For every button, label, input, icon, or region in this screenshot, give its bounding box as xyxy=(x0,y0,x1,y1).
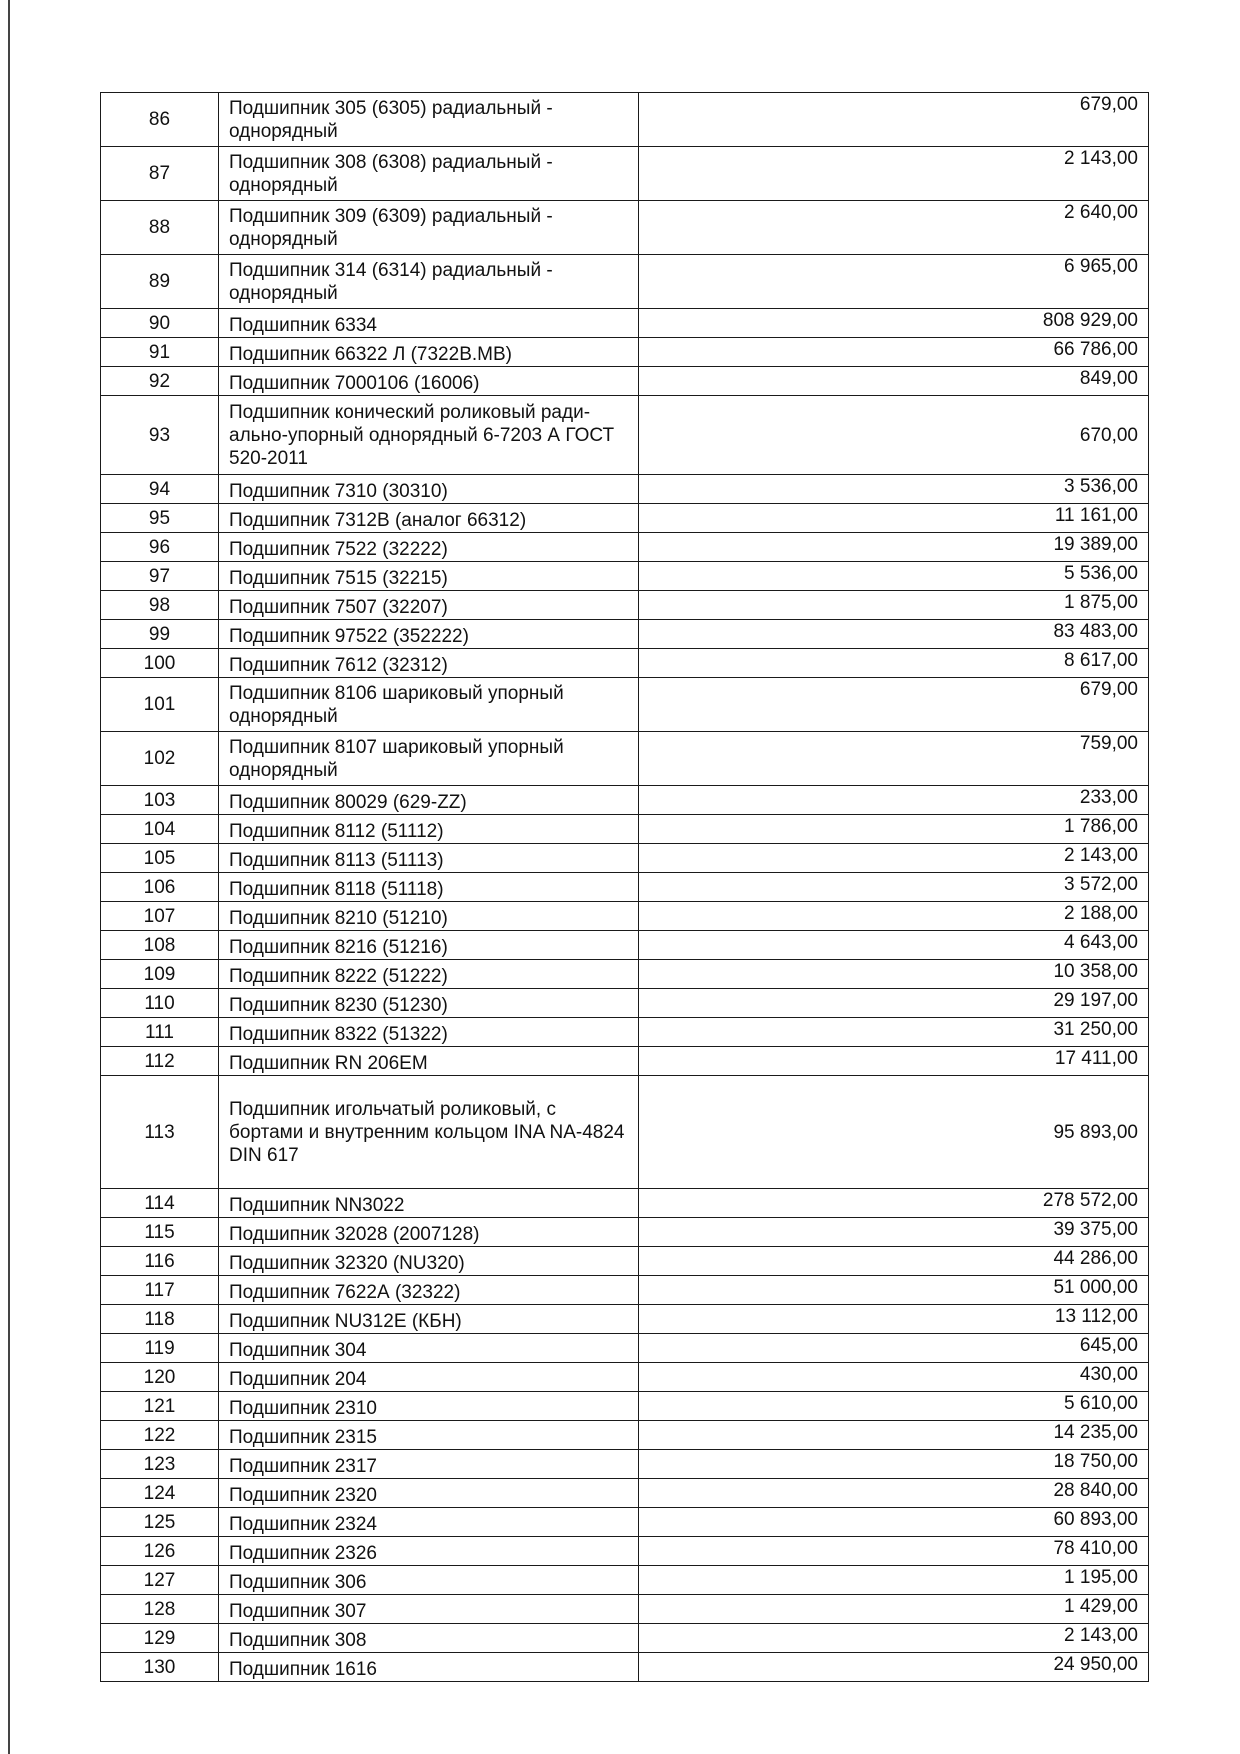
table-row xyxy=(101,1018,1149,1047)
table-row xyxy=(101,309,1149,338)
table-row xyxy=(101,93,1149,147)
item-name: Подшипник 32028 (2007128) xyxy=(219,1218,639,1247)
item-name: Подшипник 307 xyxy=(219,1595,639,1624)
table-row xyxy=(101,873,1149,902)
row-number: 104 xyxy=(101,815,219,844)
row-number: 107 xyxy=(101,902,219,931)
item-price: 4 643,00 xyxy=(639,931,1149,960)
item-price: 2 640,00 xyxy=(639,201,1149,255)
price-table-body xyxy=(101,93,1149,1682)
item-price: 28 840,00 xyxy=(639,1479,1149,1508)
row-number: 116 xyxy=(101,1247,219,1276)
table-row xyxy=(101,475,1149,504)
item-price: 679,00 xyxy=(639,678,1149,732)
table-row xyxy=(101,931,1149,960)
table-row xyxy=(101,367,1149,396)
item-name: Подшипник 7000106 (16006) xyxy=(219,367,639,396)
table-row xyxy=(101,1421,1149,1450)
row-number: 125 xyxy=(101,1508,219,1537)
item-name: Подшипник 8210 (51210) xyxy=(219,902,639,931)
table-row xyxy=(101,504,1149,533)
item-price: 10 358,00 xyxy=(639,960,1149,989)
item-name: Подшипник 2317 xyxy=(219,1450,639,1479)
item-name: Подшипник NN3022 xyxy=(219,1189,639,1218)
item-price: 29 197,00 xyxy=(639,989,1149,1018)
item-price: 60 893,00 xyxy=(639,1508,1149,1537)
item-price: 2 188,00 xyxy=(639,902,1149,931)
item-name: Подшипник 314 (6314) радиальный - однорядный xyxy=(219,255,639,309)
table-row xyxy=(101,1247,1149,1276)
item-price: 13 112,00 xyxy=(639,1305,1149,1334)
row-number: 128 xyxy=(101,1595,219,1624)
row-number: 122 xyxy=(101,1421,219,1450)
item-price: 679,00 xyxy=(639,93,1149,147)
item-price: 670,00 xyxy=(639,396,1149,475)
scan-edge-line xyxy=(8,0,10,1754)
table-row xyxy=(101,562,1149,591)
row-number: 124 xyxy=(101,1479,219,1508)
item-price: 1 875,00 xyxy=(639,591,1149,620)
item-price: 5 536,00 xyxy=(639,562,1149,591)
row-number: 111 xyxy=(101,1018,219,1047)
item-name: Подшипник 2315 xyxy=(219,1421,639,1450)
item-price: 83 483,00 xyxy=(639,620,1149,649)
row-number: 108 xyxy=(101,931,219,960)
row-number: 93 xyxy=(101,396,219,475)
item-name: Подшипник 6334 xyxy=(219,309,639,338)
table-row xyxy=(101,678,1149,732)
item-name: Подшипник 2320 xyxy=(219,1479,639,1508)
row-number: 97 xyxy=(101,562,219,591)
table-row xyxy=(101,1276,1149,1305)
row-number: 96 xyxy=(101,533,219,562)
item-price: 1 429,00 xyxy=(639,1595,1149,1624)
item-price: 2 143,00 xyxy=(639,1624,1149,1653)
row-number: 115 xyxy=(101,1218,219,1247)
table-row xyxy=(101,1537,1149,1566)
item-name: Подшипник RN 206ЕМ xyxy=(219,1047,639,1076)
item-name: Подшипник 8222 (51222) xyxy=(219,960,639,989)
table-row xyxy=(101,201,1149,255)
item-name: Подшипник 7522 (32222) xyxy=(219,533,639,562)
item-name: Подшипник 7310 (30310) xyxy=(219,475,639,504)
table-row xyxy=(101,1508,1149,1537)
table-row xyxy=(101,786,1149,815)
item-price: 233,00 xyxy=(639,786,1149,815)
item-price: 430,00 xyxy=(639,1363,1149,1392)
price-table xyxy=(100,92,1149,1682)
item-price: 645,00 xyxy=(639,1334,1149,1363)
item-name: Подшипник 308 (6308) радиальный - однорядный xyxy=(219,147,639,201)
row-number: 105 xyxy=(101,844,219,873)
item-name: Подшипник 7312В (аналог 66312) xyxy=(219,504,639,533)
row-number: 120 xyxy=(101,1363,219,1392)
item-name: Подшипник 7507 (32207) xyxy=(219,591,639,620)
row-number: 86 xyxy=(101,93,219,147)
row-number: 117 xyxy=(101,1276,219,1305)
item-name: Подшипник 308 xyxy=(219,1624,639,1653)
row-number: 127 xyxy=(101,1566,219,1595)
row-number: 89 xyxy=(101,255,219,309)
row-number: 114 xyxy=(101,1189,219,1218)
table-row xyxy=(101,255,1149,309)
table-row xyxy=(101,1047,1149,1076)
table-row xyxy=(101,1450,1149,1479)
row-number: 121 xyxy=(101,1392,219,1421)
table-row xyxy=(101,1653,1149,1682)
item-name: Подшипник 306 xyxy=(219,1566,639,1595)
row-number: 110 xyxy=(101,989,219,1018)
table-row xyxy=(101,1624,1149,1653)
row-number: 99 xyxy=(101,620,219,649)
item-name: Подшипник 7622А (32322) xyxy=(219,1276,639,1305)
table-row xyxy=(101,732,1149,786)
item-name: Подшипник 8230 (51230) xyxy=(219,989,639,1018)
item-name: Подшипник 1616 xyxy=(219,1653,639,1682)
row-number: 88 xyxy=(101,201,219,255)
table-row xyxy=(101,1305,1149,1334)
item-price: 808 929,00 xyxy=(639,309,1149,338)
item-name: Подшипник 97522 (352222) xyxy=(219,620,639,649)
item-name: Подшипник 32320 (NU320) xyxy=(219,1247,639,1276)
item-name: Подшипник 304 xyxy=(219,1334,639,1363)
item-price: 24 950,00 xyxy=(639,1653,1149,1682)
table-row xyxy=(101,338,1149,367)
item-price: 1 786,00 xyxy=(639,815,1149,844)
table-row xyxy=(101,902,1149,931)
table-row xyxy=(101,1334,1149,1363)
item-name: Подшипник 8106 шариковый упорный однорядный xyxy=(219,678,639,732)
table-row xyxy=(101,1595,1149,1624)
item-name: Подшипник 8113 (51113) xyxy=(219,844,639,873)
item-name: Подшипник 309 (6309) радиальный - однорядный xyxy=(219,201,639,255)
item-price: 8 617,00 xyxy=(639,649,1149,678)
item-price: 78 410,00 xyxy=(639,1537,1149,1566)
table-row xyxy=(101,620,1149,649)
item-name: Подшипник 80029 (629-ZZ) xyxy=(219,786,639,815)
item-name: Подшипник 8322 (51322) xyxy=(219,1018,639,1047)
row-number: 102 xyxy=(101,732,219,786)
item-price: 31 250,00 xyxy=(639,1018,1149,1047)
row-number: 130 xyxy=(101,1653,219,1682)
item-price: 95 893,00 xyxy=(639,1076,1149,1189)
table-row xyxy=(101,533,1149,562)
row-number: 126 xyxy=(101,1537,219,1566)
row-number: 103 xyxy=(101,786,219,815)
item-name: Подшипник 2324 xyxy=(219,1508,639,1537)
row-number: 87 xyxy=(101,147,219,201)
item-name: Подшипник 8216 (51216) xyxy=(219,931,639,960)
item-price: 2 143,00 xyxy=(639,844,1149,873)
item-price: 2 143,00 xyxy=(639,147,1149,201)
row-number: 90 xyxy=(101,309,219,338)
price-table-container xyxy=(100,92,1148,1682)
item-name: Подшипник 2326 xyxy=(219,1537,639,1566)
row-number: 94 xyxy=(101,475,219,504)
table-row xyxy=(101,815,1149,844)
item-name: Подшипник 7612 (32312) xyxy=(219,649,639,678)
table-row xyxy=(101,591,1149,620)
item-price: 66 786,00 xyxy=(639,338,1149,367)
item-name: Подшипник 2310 xyxy=(219,1392,639,1421)
item-price: 5 610,00 xyxy=(639,1392,1149,1421)
item-name: Подшипник 8107 шариковый упорный однорядный xyxy=(219,732,639,786)
item-name: Подшипник 66322 Л (7322В.МВ) xyxy=(219,338,639,367)
item-price: 11 161,00 xyxy=(639,504,1149,533)
row-number: 129 xyxy=(101,1624,219,1653)
table-row xyxy=(101,1218,1149,1247)
table-row xyxy=(101,147,1149,201)
item-price: 3 536,00 xyxy=(639,475,1149,504)
item-name: Подшипник 7515 (32215) xyxy=(219,562,639,591)
table-row xyxy=(101,1076,1149,1189)
item-price: 51 000,00 xyxy=(639,1276,1149,1305)
item-price: 14 235,00 xyxy=(639,1421,1149,1450)
table-row xyxy=(101,396,1149,475)
row-number: 92 xyxy=(101,367,219,396)
row-number: 119 xyxy=(101,1334,219,1363)
row-number: 109 xyxy=(101,960,219,989)
table-row xyxy=(101,1566,1149,1595)
item-price: 18 750,00 xyxy=(639,1450,1149,1479)
item-name: Подшипник 204 xyxy=(219,1363,639,1392)
row-number: 112 xyxy=(101,1047,219,1076)
item-price: 759,00 xyxy=(639,732,1149,786)
item-price: 6 965,00 xyxy=(639,255,1149,309)
row-number: 100 xyxy=(101,649,219,678)
row-number: 106 xyxy=(101,873,219,902)
item-name: Подшипник 8118 (51118) xyxy=(219,873,639,902)
item-name: Подшипник NU312E (КБН) xyxy=(219,1305,639,1334)
row-number: 118 xyxy=(101,1305,219,1334)
item-name: Подшипник игольчатый роликовый, с бортами и внутренним кольцом INA NA-4824 DIN 617 xyxy=(219,1076,639,1189)
item-price: 1 195,00 xyxy=(639,1566,1149,1595)
table-row xyxy=(101,844,1149,873)
row-number: 91 xyxy=(101,338,219,367)
row-number: 101 xyxy=(101,678,219,732)
table-row xyxy=(101,960,1149,989)
row-number: 113 xyxy=(101,1076,219,1189)
table-row xyxy=(101,1363,1149,1392)
item-price: 44 286,00 xyxy=(639,1247,1149,1276)
row-number: 95 xyxy=(101,504,219,533)
table-row xyxy=(101,649,1149,678)
row-number: 123 xyxy=(101,1450,219,1479)
item-price: 17 411,00 xyxy=(639,1047,1149,1076)
item-price: 3 572,00 xyxy=(639,873,1149,902)
item-name: Подшипник 8112 (51112) xyxy=(219,815,639,844)
item-price: 849,00 xyxy=(639,367,1149,396)
item-price: 19 389,00 xyxy=(639,533,1149,562)
item-name: Подшипник конический роликовый ради-ально-упорный однорядный 6-7203 А ГОСТ 520-2011 xyxy=(219,396,639,475)
row-number: 98 xyxy=(101,591,219,620)
item-name: Подшипник 305 (6305) радиальный - однорядный xyxy=(219,93,639,147)
item-price: 278 572,00 xyxy=(639,1189,1149,1218)
table-row xyxy=(101,1392,1149,1421)
table-row xyxy=(101,1479,1149,1508)
table-row xyxy=(101,989,1149,1018)
item-price: 39 375,00 xyxy=(639,1218,1149,1247)
table-row xyxy=(101,1189,1149,1218)
